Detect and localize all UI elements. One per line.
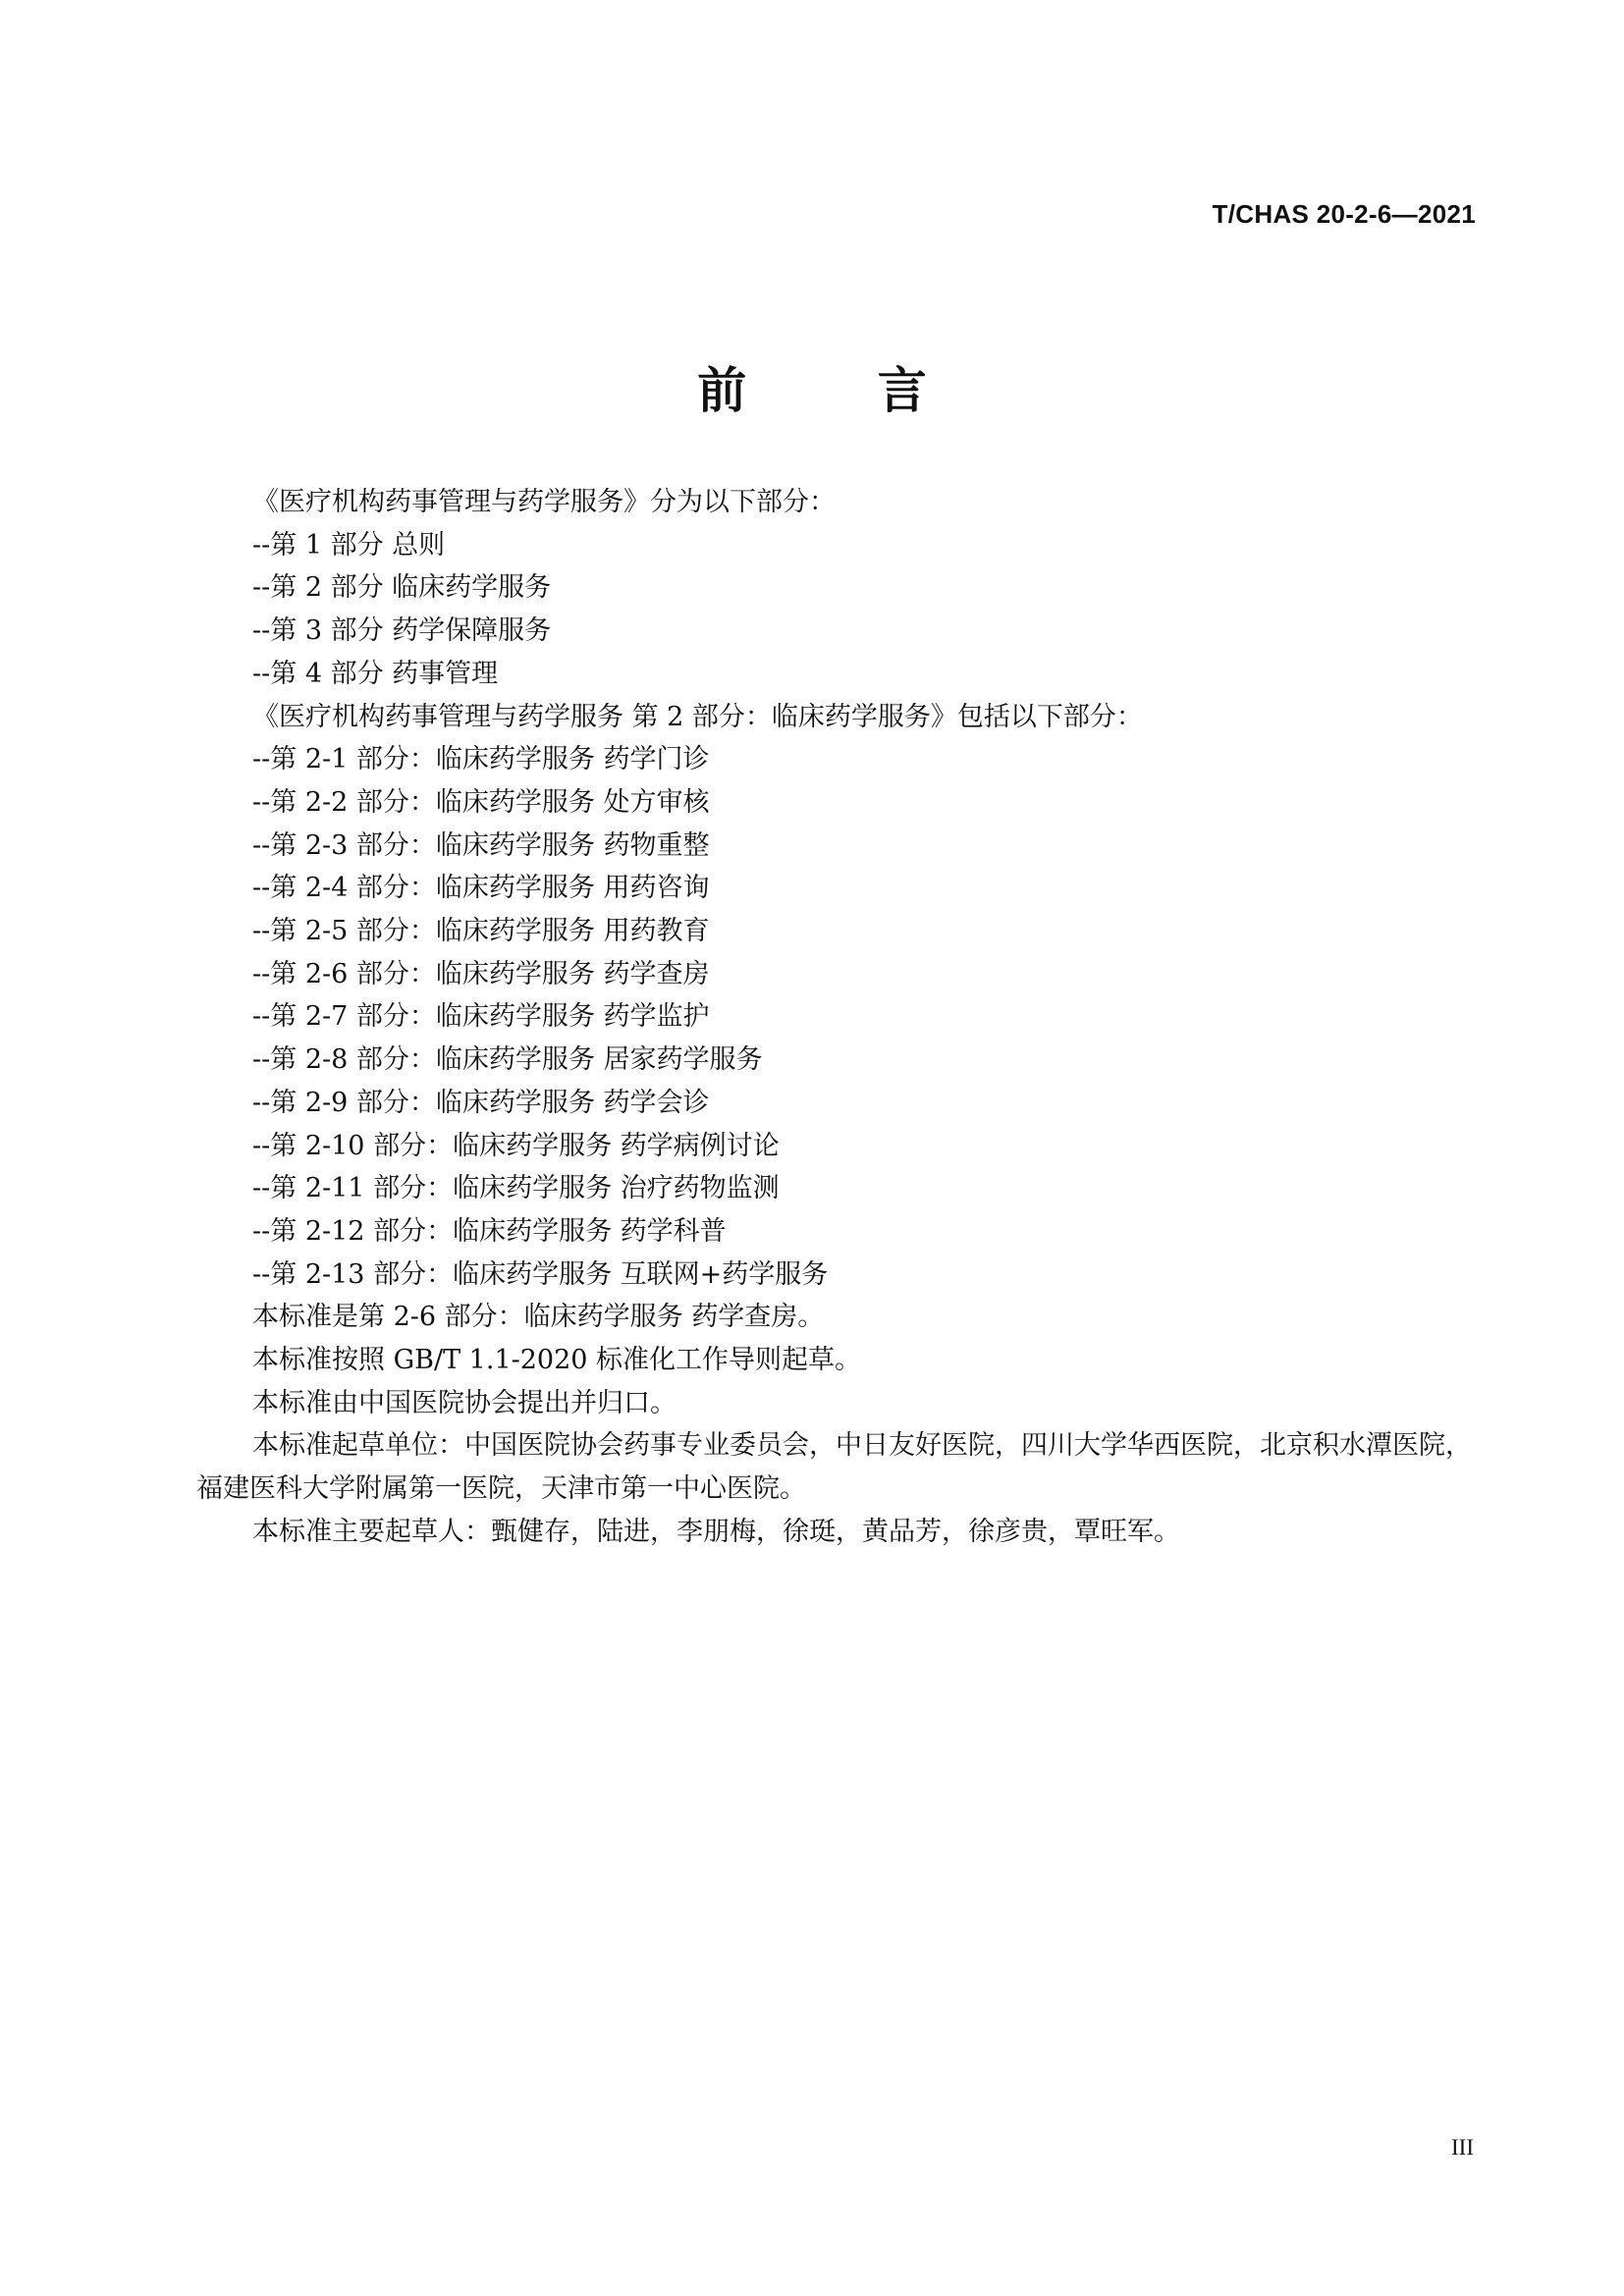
list-item-part-2-8: --第 2-8 部分：临床药学服务 居家药学服务 bbox=[252, 1044, 763, 1076]
page-number: III bbox=[1451, 2135, 1474, 2160]
paragraph-drafters: 本标准主要起草人：甄健存，陆进，李朋梅，徐珽，黄品芳，徐彦贵，覃旺军。 bbox=[252, 1516, 1180, 1547]
list-item-part-3: --第 3 部分 药学保障服务 bbox=[252, 615, 552, 647]
page-title: 前 言 bbox=[697, 362, 984, 419]
list-item-part-2-9: --第 2-9 部分：临床药学服务 药学会诊 bbox=[252, 1087, 710, 1118]
paragraph-drafting-rules: 本标准按照 GB/T 1.1-2020 标准化工作导则起草。 bbox=[252, 1345, 862, 1376]
list-item-part-2-10: --第 2-10 部分：临床药学服务 药学病例讨论 bbox=[252, 1130, 780, 1161]
list-item-part-2-6: --第 2-6 部分：临床药学服务 药学查房 bbox=[252, 958, 710, 989]
list-item-part-4: --第 4 部分 药事管理 bbox=[252, 658, 499, 689]
paragraph-proposer: 本标准由中国医院协会提出并归口。 bbox=[252, 1387, 677, 1418]
foreword-body bbox=[196, 481, 1481, 1554]
paragraph-parts-intro: 《医疗机构药事管理与药学服务》分为以下部分： bbox=[252, 487, 836, 517]
list-item-part-2-11: --第 2-11 部分：临床药学服务 治疗药物监测 bbox=[252, 1173, 780, 1204]
list-item-part-2-1: --第 2-1 部分：临床药学服务 药学门诊 bbox=[252, 744, 710, 775]
list-item-part-2-5: --第 2-5 部分：临床药学服务 用药教育 bbox=[252, 916, 710, 947]
list-item-part-2-13: --第 2-13 部分：临床药学服务 互联网+药学服务 bbox=[252, 1258, 829, 1290]
paragraph-subparts-intro: 《医疗机构药事管理与药学服务 第 2 部分：临床药学服务》包括以下部分： bbox=[252, 701, 1143, 732]
document-code: T/CHAS 20-2-6—2021 bbox=[1212, 199, 1476, 229]
list-item-part-2-4: --第 2-4 部分：临床药学服务 用药咨询 bbox=[252, 873, 710, 904]
list-item-part-1: --第 1 部分 总则 bbox=[252, 529, 446, 561]
list-item-part-2-3: --第 2-3 部分：临床药学服务 药物重整 bbox=[252, 829, 710, 861]
paragraph-drafting-units: 本标准起草单位：中国医院协会药事专业委员会，中日友好医院，四川大学华西医院，北京积水潭医院，福建医科大学附属第一医院，天津市第一中心医院。 bbox=[196, 1430, 1472, 1505]
list-item-part-2: --第 2 部分 临床药学服务 bbox=[252, 572, 552, 604]
list-item-part-2-7: --第 2-7 部分：临床药学服务 药学监护 bbox=[252, 1001, 710, 1033]
list-item-part-2-2: --第 2-2 部分：临床药学服务 处方审核 bbox=[252, 786, 710, 818]
list-item-part-2-12: --第 2-12 部分：临床药学服务 药学科普 bbox=[252, 1215, 727, 1247]
paragraph-this-part: 本标准是第 2-6 部分：临床药学服务 药学查房。 bbox=[252, 1302, 825, 1333]
